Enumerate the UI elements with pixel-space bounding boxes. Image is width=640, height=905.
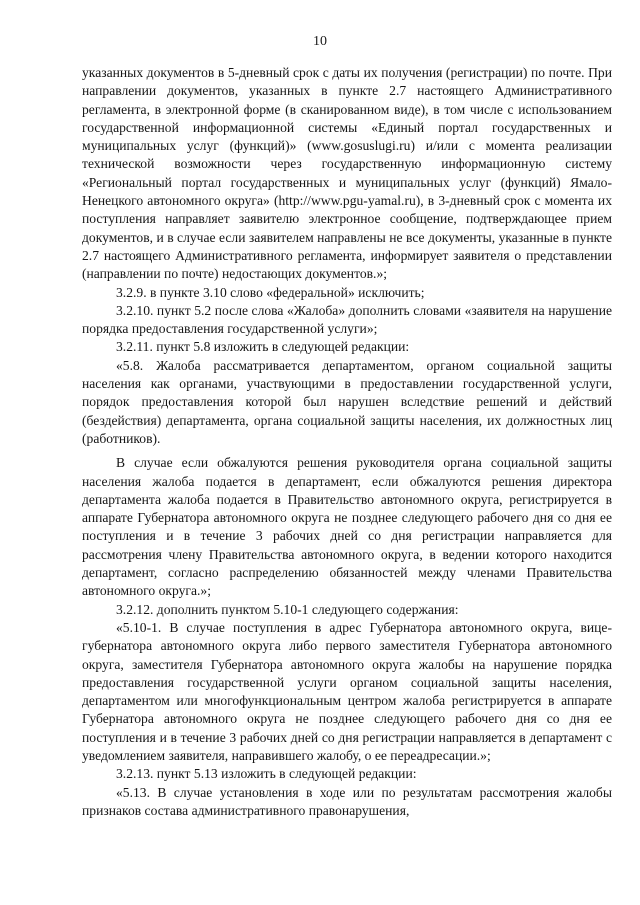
paragraph-5-8-appeal: В случае если обжалуются решения руководителя органа социальной защиты населения жалоба подается в департамент, если обжалуются решения директора департамента жалоба подается в Правительство автономного округа, регистрируется в аппарате Губернатора автономного округа не позднее следующего рабочего дня со дня ее поступления и в течение 3 рабочих дней со дня регистрации направляется для рассмотрения члену Правительства автономного округа, в ведении которого находится департамент, согласно распределению обязанностей между членами Правительства автономного округа.»;	[82, 455, 612, 599]
paragraph-5-10-1: «5.10-1. В случае поступления в адрес Губернатора автономного округа, вице-губернатора автономного округа либо первого заместителя Губернатора автономного округа, заместителя Губернатора автономного округа жалобы на нарушение порядка предоставления государственной услуги органом социальной защиты населения, департаментом или многофункциональным центром жалоба регистрируется в аппарате Губернатора автономного округа не позднее следующего рабочего дня со дня ее поступления и в течение 3 рабочих дней со дня регистрации направляется в департамент с уведомлением заявителя, направившего жалобу, о ее переадресации.»;	[82, 619, 612, 763]
document-body	[82, 64, 612, 820]
paragraph-3-2-12: 3.2.12. дополнить пунктом 5.10-1 следующего содержания:	[116, 601, 459, 617]
paragraph-3-2-11: 3.2.11. пункт 5.8 изложить в следующей редакции:	[116, 339, 410, 355]
paragraph-5-8: «5.8. Жалоба рассматривается департаментом, органом социальной защиты населения как органами, участвующими в предоставлении государственной услуги, порядок предоставления которой был нарушен вследствие решений и действий (бездействия) департамента, органа социальной защиты населения, их должностных лиц (работников).	[82, 357, 612, 446]
page-number: 10	[313, 34, 327, 49]
paragraph-continuation: указанных документов в 5-дневный срок с даты их получения (регистрации) по почте. При направлении документов, указанных в пункте 2.7 настоящего Административного регламента, в электронной форме (в сканированном виде), в том числе с использованием государственной информационной системы «Единый портал государственных и муниципальных услуг (функций)» (www.gosuslugi.ru) и/или с момента реализации технической возможности через государственную информационную систему «Региональный портал государственных и муниципальных услуг (функций) Ямало-Ненецкого автономного округа» (http://www.pgu-yamal.ru), в 3-дневный срок с момента их поступления направляет заявителю электронное сообщение, подтверждающее прием документов, и в случае если заявителем направлены не все документы, указанные в пункте 2.7 настоящего Административного регламента, информирует заявителя о представлении (направлении по почте) недостающих документов.»;	[82, 65, 612, 282]
paragraph-3-2-13: 3.2.13. пункт 5.13 изложить в следующей редакции:	[116, 766, 417, 782]
paragraph-5-13: «5.13. В случае установления в ходе или по результатам рассмотрения жалобы признаков состава административного правонарушения,	[82, 784, 612, 818]
paragraph-3-2-10: 3.2.10. пункт 5.2 после слова «Жалоба» дополнить словами «заявителя на нарушение порядка предоставления государственной услуги»;	[82, 302, 612, 337]
paragraph-3-2-9: 3.2.9. в пункте 3.10 слово «федеральной» исключить;	[116, 284, 425, 300]
